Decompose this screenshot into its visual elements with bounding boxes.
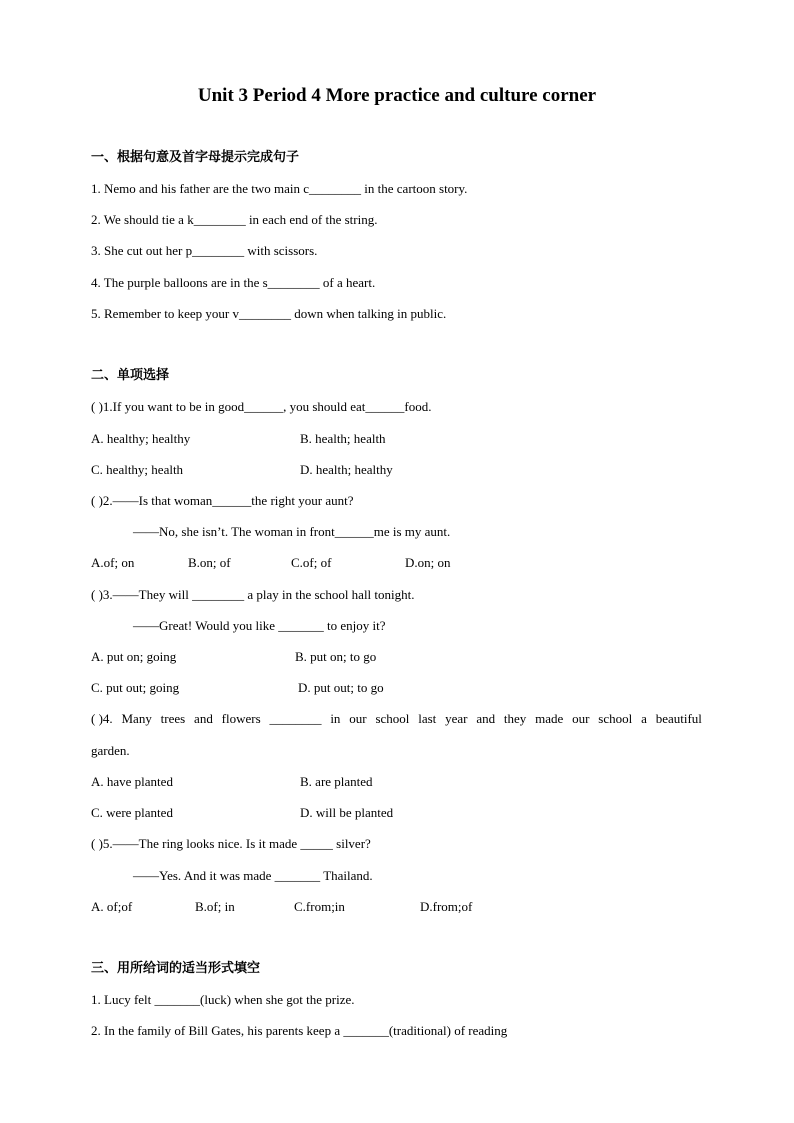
q1-option-a: A. healthy; healthy (91, 431, 191, 446)
q4-option-b: B. are planted (300, 774, 373, 789)
q4-word: beautiful (655, 711, 702, 726)
q2-option-c: C.of; of (291, 555, 332, 570)
q2-reply: ——No, she isn’t. The woman in front______me is my aunt. (133, 524, 451, 539)
q4-stem (91, 711, 702, 727)
q5-option-d: D.from;of (420, 899, 473, 914)
q2-stem: ( )2.——Is that woman______the right your aunt? (91, 493, 354, 508)
q4-word: a (641, 711, 647, 726)
q3-option-c: C. put out; going (91, 680, 180, 695)
q4-word: made (535, 711, 564, 726)
page-title: Unit 3 Period 4 More practice and culture corner (197, 85, 597, 106)
section1-heading: 一、根据句意及首字母提示完成句子 (91, 150, 300, 165)
q4-word: school (375, 711, 410, 726)
q4-word: our (349, 711, 367, 726)
q5-option-c: C.from;in (294, 899, 345, 914)
q4-word: ( )4. (91, 711, 113, 726)
q4-word: year (445, 711, 468, 726)
q2-option-b: B.on; of (188, 555, 231, 570)
q4-option-a: A. have planted (91, 774, 173, 789)
q4-option-d: D. will be planted (300, 805, 394, 820)
q1-stem: ( )1.If you want to be in good______, you should eat______food. (91, 399, 432, 414)
q5-option-b: B.of; in (195, 899, 235, 914)
q4-option-c: C. were planted (91, 805, 173, 820)
section3-heading: 三、用所给词的适当形式填空 (91, 961, 261, 976)
q1-option-d: D. health; healthy (300, 462, 393, 477)
q5-reply: ——Yes. And it was made _______ Thailand. (133, 868, 373, 883)
q3-stem: ( )3.——They will ________ a play in the school hall tonight. (91, 587, 415, 602)
q2-option-d: D.on; on (405, 555, 451, 570)
q4-word: in (330, 711, 341, 726)
q2-option-a: A.of; on (91, 555, 135, 570)
q4-word: they (503, 711, 527, 726)
section1-item-2: 2. We should tie a k________ in each end of the string. (91, 212, 378, 227)
section3-item-2: 2. In the family of Bill Gates, his parents keep a _______(traditional) of reading (91, 1023, 508, 1038)
q4-word: Many (121, 711, 152, 726)
q4-word: trees (160, 711, 186, 726)
q4-word: and (194, 711, 213, 726)
q5-option-a: A. of;of (91, 899, 133, 914)
section1-item-3: 3. She cut out her p________ with scissors. (91, 243, 318, 258)
q4-word: ________ (269, 711, 322, 726)
section2-heading: 二、单项选择 (91, 368, 170, 383)
section1-item-4: 4. The purple balloons are in the s________ of a heart. (91, 275, 376, 290)
q4-word: school (598, 711, 633, 726)
section3-item-1: 1. Lucy felt _______(luck) when she got the prize. (91, 992, 355, 1007)
q1-option-c: C. healthy; health (91, 462, 184, 477)
q3-option-b: B. put on; to go (295, 649, 377, 664)
section1-item-5: 5. Remember to keep your v________ down when talking in public. (91, 306, 447, 321)
q4-word: flowers (221, 711, 261, 726)
q3-option-a: A. put on; going (91, 649, 177, 664)
q5-stem: ( )5.——The ring looks nice. Is it made _____ silver? (91, 836, 371, 851)
q3-reply: ——Great! Would you like _______ to enjoy it? (133, 618, 386, 633)
q4-stem-continued: garden. (91, 743, 130, 758)
section1-item-1: 1. Nemo and his father are the two main c________ in the cartoon story. (91, 181, 468, 196)
q1-option-b: B. health; health (300, 431, 386, 446)
q4-word: and (476, 711, 496, 726)
q4-word: our (572, 711, 590, 726)
q3-option-d: D. put out; to go (298, 680, 384, 695)
q4-word: last (418, 711, 437, 726)
